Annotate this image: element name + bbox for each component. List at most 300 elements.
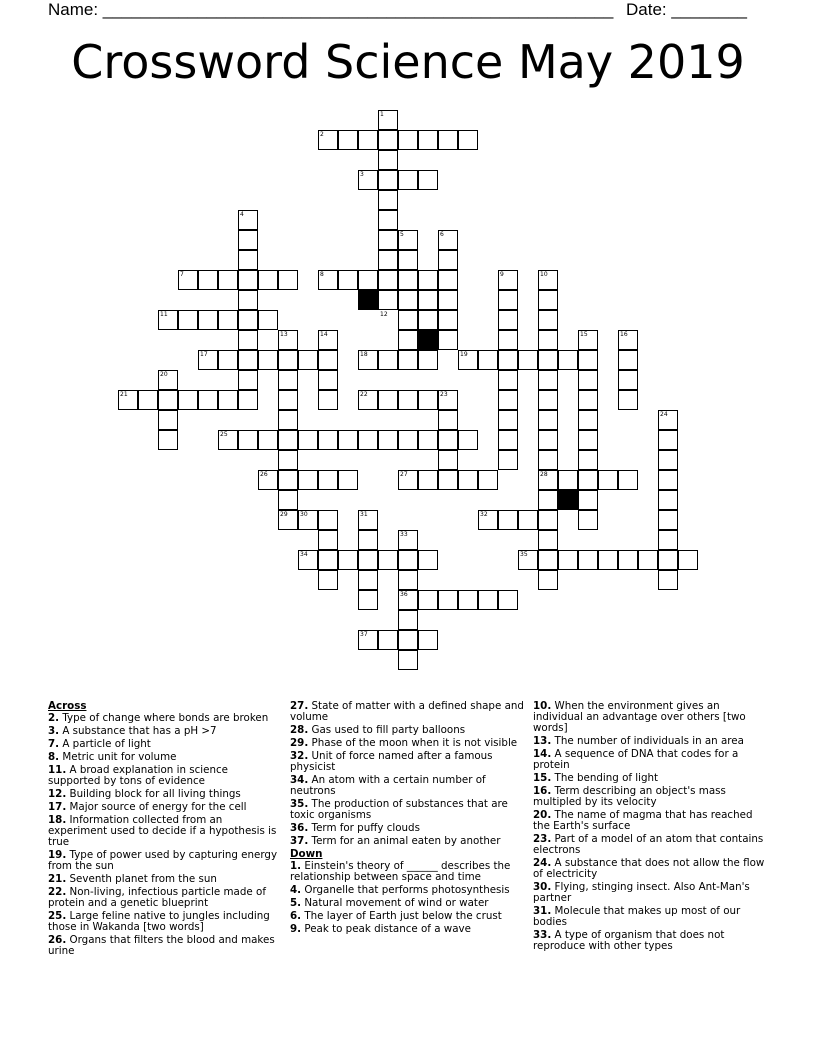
date-field-label[interactable]: Date: ________ bbox=[626, 0, 747, 19]
clue-number: 28 bbox=[540, 471, 548, 478]
name-field-label[interactable]: Name: ______________________________________________________ bbox=[48, 0, 614, 19]
clue-number: 15 bbox=[580, 331, 588, 338]
clue-number-label: 3. bbox=[48, 725, 60, 737]
grid-cell[interactable] bbox=[278, 430, 298, 450]
clue-text: Organelle that performs photosynthesis bbox=[301, 884, 510, 896]
clue-number-label: 34. bbox=[290, 774, 309, 786]
clue-text: A sequence of DNA that codes for a protein bbox=[533, 748, 739, 771]
grid-cell[interactable] bbox=[298, 430, 318, 450]
clue-text: An atom with a certain number of neutrons bbox=[290, 774, 486, 797]
grid-cell[interactable] bbox=[418, 350, 438, 370]
grid-cell[interactable] bbox=[418, 310, 438, 330]
clue-number-label: 32. bbox=[290, 750, 309, 762]
grid-cell[interactable] bbox=[358, 550, 378, 570]
grid-cell[interactable] bbox=[278, 270, 298, 290]
grid-cell[interactable] bbox=[378, 190, 398, 210]
grid-cell[interactable] bbox=[658, 490, 678, 510]
clue-number: 4 bbox=[240, 211, 244, 218]
clue-number: 36 bbox=[400, 591, 408, 598]
grid-cell[interactable] bbox=[538, 550, 558, 570]
clue-number: 25 bbox=[220, 431, 228, 438]
grid-cell[interactable] bbox=[418, 390, 438, 410]
grid-cell[interactable] bbox=[498, 410, 518, 430]
grid-cell[interactable] bbox=[478, 590, 498, 610]
grid-cell[interactable] bbox=[598, 550, 618, 570]
clue-number: 10 bbox=[540, 271, 548, 278]
grid-cell[interactable] bbox=[538, 510, 558, 530]
grid-cell[interactable] bbox=[598, 470, 618, 490]
grid-cell[interactable] bbox=[178, 310, 198, 330]
grid-cell[interactable] bbox=[278, 410, 298, 430]
grid-cell[interactable] bbox=[498, 390, 518, 410]
grid-cell[interactable] bbox=[558, 550, 578, 570]
clues-column-3 bbox=[533, 701, 768, 954]
clue-number-label: 5. bbox=[290, 897, 302, 909]
clue-text: The bending of light bbox=[551, 772, 659, 784]
clue-number-label: 30. bbox=[533, 881, 552, 893]
down-clue bbox=[290, 911, 525, 922]
grid-cell[interactable] bbox=[278, 390, 298, 410]
clue-text: The layer of Earth just below the crust bbox=[301, 910, 502, 922]
clue-number-label: 7. bbox=[48, 738, 60, 750]
clue-number-label: 21. bbox=[48, 873, 67, 885]
grid-cell[interactable] bbox=[398, 430, 418, 450]
clue-number: 16 bbox=[620, 331, 628, 338]
across-clue bbox=[48, 850, 283, 872]
grid-cell[interactable] bbox=[498, 290, 518, 310]
clue-text: A substance that does not allow the flow of electricity bbox=[533, 857, 765, 880]
grid-cell[interactable] bbox=[238, 330, 258, 350]
grid-cell[interactable] bbox=[358, 530, 378, 550]
clue-text: Gas used to fill party balloons bbox=[308, 724, 466, 736]
clue-text: Term describing an object's mass multipled by its velocity bbox=[533, 785, 726, 808]
grid-cell[interactable] bbox=[538, 450, 558, 470]
across-clue bbox=[290, 775, 525, 797]
grid-block bbox=[558, 490, 578, 510]
grid-cell[interactable] bbox=[238, 230, 258, 250]
grid-block bbox=[418, 330, 438, 350]
grid-cell[interactable] bbox=[438, 250, 458, 270]
clue-number-label: 22. bbox=[48, 886, 67, 898]
grid-cell[interactable] bbox=[438, 290, 458, 310]
down-clue bbox=[533, 749, 768, 771]
across-clue-list-2 bbox=[290, 701, 525, 847]
grid-cell[interactable] bbox=[618, 350, 638, 370]
grid-cell[interactable] bbox=[318, 570, 338, 590]
grid-cell[interactable] bbox=[518, 510, 538, 530]
grid-cell[interactable] bbox=[238, 290, 258, 310]
clue-text: Information collected from an experiment used to decide if a hypothesis is true bbox=[48, 814, 277, 848]
grid-cell[interactable] bbox=[498, 350, 518, 370]
grid-cell[interactable] bbox=[498, 590, 518, 610]
grid-cell[interactable] bbox=[618, 470, 638, 490]
clue-number-label: 8. bbox=[48, 751, 60, 763]
grid-cell[interactable] bbox=[398, 330, 418, 350]
clue-number-label: 20. bbox=[533, 809, 552, 821]
clue-number-label: 28. bbox=[290, 724, 309, 736]
grid-cell[interactable] bbox=[378, 130, 398, 150]
clue-number: 12 bbox=[380, 311, 388, 318]
grid-cell[interactable] bbox=[178, 390, 198, 410]
grid-cell[interactable] bbox=[418, 550, 438, 570]
grid-cell[interactable] bbox=[298, 470, 318, 490]
grid-cell[interactable] bbox=[398, 570, 418, 590]
across-clue bbox=[290, 738, 525, 749]
grid-cell[interactable] bbox=[358, 590, 378, 610]
grid-cell[interactable] bbox=[318, 470, 338, 490]
down-clue bbox=[533, 701, 768, 734]
clue-number: 21 bbox=[120, 391, 128, 398]
grid-cell[interactable] bbox=[238, 310, 258, 330]
grid-cell[interactable] bbox=[498, 450, 518, 470]
grid-cell[interactable] bbox=[398, 650, 418, 670]
grid-cell[interactable] bbox=[198, 310, 218, 330]
grid-cell[interactable] bbox=[438, 310, 458, 330]
grid-cell[interactable] bbox=[438, 270, 458, 290]
grid-cell[interactable] bbox=[258, 430, 278, 450]
grid-cell[interactable] bbox=[438, 410, 458, 430]
clue-number: 5 bbox=[400, 231, 404, 238]
grid-cell[interactable] bbox=[478, 470, 498, 490]
grid-cell[interactable] bbox=[338, 430, 358, 450]
grid-cell[interactable] bbox=[238, 370, 258, 390]
grid-cell[interactable] bbox=[538, 570, 558, 590]
grid-cell[interactable] bbox=[398, 610, 418, 630]
grid-cell[interactable] bbox=[258, 270, 278, 290]
grid-cell[interactable] bbox=[278, 350, 298, 370]
clue-text: When the environment gives an individual an advantage over others [two words] bbox=[533, 700, 746, 734]
grid-cell[interactable] bbox=[438, 130, 458, 150]
grid-cell[interactable] bbox=[578, 550, 598, 570]
across-clue bbox=[48, 802, 283, 813]
grid-cell[interactable] bbox=[578, 490, 598, 510]
grid-cell[interactable] bbox=[618, 550, 638, 570]
grid-cell[interactable] bbox=[538, 430, 558, 450]
clue-text: Part of a model of an atom that contains electrons bbox=[533, 833, 764, 856]
clue-text: Metric unit for volume bbox=[59, 751, 177, 763]
grid-cell[interactable] bbox=[218, 350, 238, 370]
grid-cell[interactable] bbox=[438, 430, 458, 450]
grid-cell[interactable] bbox=[618, 390, 638, 410]
clue-number-label: 35. bbox=[290, 798, 309, 810]
clue-number: 26 bbox=[260, 471, 268, 478]
clue-text: Type of change where bonds are broken bbox=[59, 712, 269, 724]
clue-number: 3 bbox=[360, 171, 364, 178]
grid-cell[interactable] bbox=[338, 550, 358, 570]
grid-cell[interactable] bbox=[218, 270, 238, 290]
grid-cell[interactable] bbox=[398, 310, 418, 330]
clue-text: State of matter with a defined shape and volume bbox=[290, 700, 524, 723]
clue-number: 8 bbox=[320, 271, 324, 278]
grid-cell[interactable] bbox=[538, 350, 558, 370]
clue-text: Type of power used by capturing energy from the sun bbox=[48, 849, 278, 872]
grid-cell[interactable] bbox=[578, 410, 598, 430]
grid-cell[interactable] bbox=[218, 390, 238, 410]
across-clue bbox=[48, 726, 283, 737]
clue-number-label: 31. bbox=[533, 905, 552, 917]
grid-cell[interactable] bbox=[378, 390, 398, 410]
down-clue bbox=[533, 858, 768, 880]
grid-cell[interactable] bbox=[318, 510, 338, 530]
clue-number: 9 bbox=[500, 271, 504, 278]
grid-cell[interactable] bbox=[578, 430, 598, 450]
clue-text: Non-living, infectious particle made of protein and a genetic blueprint bbox=[48, 886, 266, 909]
grid-cell[interactable] bbox=[458, 430, 478, 450]
grid-cell[interactable] bbox=[318, 370, 338, 390]
grid-cell[interactable] bbox=[358, 430, 378, 450]
clue-number: 24 bbox=[660, 411, 668, 418]
grid-cell[interactable] bbox=[238, 390, 258, 410]
grid-cell[interactable] bbox=[238, 250, 258, 270]
clue-number: 31 bbox=[360, 511, 368, 518]
down-clue bbox=[533, 810, 768, 832]
grid-cell[interactable] bbox=[278, 470, 298, 490]
grid-cell[interactable] bbox=[418, 270, 438, 290]
clue-number-label: 10. bbox=[533, 700, 552, 712]
grid-cell[interactable] bbox=[458, 130, 478, 150]
grid-cell[interactable] bbox=[578, 350, 598, 370]
grid-cell[interactable] bbox=[658, 510, 678, 530]
across-clue bbox=[48, 911, 283, 933]
clue-number-label: 13. bbox=[533, 735, 552, 747]
across-clue bbox=[290, 836, 525, 847]
down-clue bbox=[533, 736, 768, 747]
clue-text: Organs that filters the blood and makes urine bbox=[48, 934, 275, 957]
grid-cell[interactable] bbox=[158, 430, 178, 450]
grid-cell[interactable] bbox=[398, 390, 418, 410]
grid-cell[interactable] bbox=[158, 410, 178, 430]
grid-cell[interactable] bbox=[418, 130, 438, 150]
clue-text: Flying, stinging insect. Also Ant-Man's partner bbox=[533, 881, 750, 904]
grid-cell[interactable] bbox=[378, 550, 398, 570]
grid-cell[interactable] bbox=[198, 390, 218, 410]
grid-cell[interactable] bbox=[258, 310, 278, 330]
down-clue bbox=[533, 786, 768, 808]
clue-number-label: 14. bbox=[533, 748, 552, 760]
grid-cell[interactable] bbox=[378, 630, 398, 650]
clue-number-label: 4. bbox=[290, 884, 302, 896]
grid-cell[interactable] bbox=[418, 430, 438, 450]
grid-cell[interactable] bbox=[318, 430, 338, 450]
grid-cell[interactable] bbox=[418, 470, 438, 490]
grid-cell[interactable] bbox=[518, 350, 538, 370]
clues-column-1 bbox=[48, 701, 283, 959]
grid-cell[interactable] bbox=[398, 170, 418, 190]
clue-number-label: 33. bbox=[533, 929, 552, 941]
grid-cell[interactable] bbox=[458, 590, 478, 610]
grid-cell[interactable] bbox=[398, 550, 418, 570]
grid-cell[interactable] bbox=[578, 370, 598, 390]
grid-cell[interactable] bbox=[378, 150, 398, 170]
grid-cell[interactable] bbox=[578, 450, 598, 470]
grid-cell[interactable] bbox=[398, 290, 418, 310]
grid-cell[interactable] bbox=[418, 590, 438, 610]
clue-number: 2 bbox=[320, 131, 324, 138]
grid-cell[interactable] bbox=[678, 550, 698, 570]
grid-cell[interactable] bbox=[338, 470, 358, 490]
grid-cell[interactable] bbox=[498, 310, 518, 330]
grid-cell[interactable] bbox=[278, 370, 298, 390]
grid-cell[interactable] bbox=[278, 450, 298, 470]
grid-cell[interactable] bbox=[338, 130, 358, 150]
clue-text: A broad explanation in science supported by tons of evidence bbox=[48, 764, 228, 787]
clue-number: 18 bbox=[360, 351, 368, 358]
clue-number-label: 11. bbox=[48, 764, 67, 776]
clue-number-label: 29. bbox=[290, 737, 309, 749]
clue-number-label: 17. bbox=[48, 801, 67, 813]
grid-cell[interactable] bbox=[378, 230, 398, 250]
grid-cell[interactable] bbox=[658, 530, 678, 550]
clue-number-label: 25. bbox=[48, 910, 67, 922]
grid-cell[interactable] bbox=[418, 290, 438, 310]
grid-cell[interactable] bbox=[318, 390, 338, 410]
grid-cell[interactable] bbox=[258, 350, 278, 370]
grid-cell[interactable] bbox=[618, 370, 638, 390]
clue-text: Unit of force named after a famous physicist bbox=[290, 750, 493, 773]
across-clue bbox=[48, 713, 283, 724]
grid-cell[interactable] bbox=[438, 450, 458, 470]
grid-cell[interactable] bbox=[538, 490, 558, 510]
down-clue bbox=[533, 882, 768, 904]
clue-text: A substance that has a pH >7 bbox=[59, 725, 217, 737]
grid-cell[interactable] bbox=[398, 630, 418, 650]
grid-cell[interactable] bbox=[438, 470, 458, 490]
clue-number: 34 bbox=[300, 551, 308, 558]
grid-cell[interactable] bbox=[558, 470, 578, 490]
clue-number-label: 27. bbox=[290, 700, 309, 712]
clue-number-label: 36. bbox=[290, 822, 309, 834]
grid-cell[interactable] bbox=[378, 350, 398, 370]
clue-number-label: 6. bbox=[290, 910, 302, 922]
grid-cell[interactable] bbox=[418, 630, 438, 650]
clue-text: Building block for all living things bbox=[66, 788, 241, 800]
grid-cell[interactable] bbox=[418, 170, 438, 190]
grid-cell[interactable] bbox=[498, 430, 518, 450]
grid-cell[interactable] bbox=[378, 270, 398, 290]
grid-cell[interactable] bbox=[538, 370, 558, 390]
grid-cell[interactable] bbox=[658, 470, 678, 490]
clue-number-label: 26. bbox=[48, 934, 67, 946]
clue-number-label: 24. bbox=[533, 857, 552, 869]
grid-cell[interactable] bbox=[638, 550, 658, 570]
grid-cell[interactable] bbox=[578, 510, 598, 530]
grid-cell[interactable] bbox=[398, 250, 418, 270]
grid-cell[interactable] bbox=[478, 350, 498, 370]
grid-cell[interactable] bbox=[378, 170, 398, 190]
across-clue bbox=[290, 799, 525, 821]
grid-cell[interactable] bbox=[378, 250, 398, 270]
grid-cell[interactable] bbox=[378, 290, 398, 310]
clue-text: Peak to peak distance of a wave bbox=[301, 923, 471, 935]
clue-number: 37 bbox=[360, 631, 368, 638]
grid-cell[interactable] bbox=[558, 350, 578, 370]
across-clue bbox=[48, 935, 283, 957]
grid-cell[interactable] bbox=[538, 290, 558, 310]
grid-cell[interactable] bbox=[298, 350, 318, 370]
grid-cell[interactable] bbox=[278, 490, 298, 510]
grid-cell[interactable] bbox=[658, 430, 678, 450]
clue-text: Phase of the moon when it is not visible bbox=[308, 737, 518, 749]
grid-cell[interactable] bbox=[498, 330, 518, 350]
down-clue-list-2 bbox=[533, 701, 768, 952]
clue-number-label: 23. bbox=[533, 833, 552, 845]
grid-cell[interactable] bbox=[318, 550, 338, 570]
grid-cell[interactable] bbox=[198, 270, 218, 290]
page-title: Crossword Science May 2019 bbox=[71, 35, 745, 89]
clue-number-label: 15. bbox=[533, 772, 552, 784]
grid-cell[interactable] bbox=[218, 310, 238, 330]
down-clue-list-1 bbox=[290, 861, 525, 935]
down-clue bbox=[533, 930, 768, 952]
grid-cell[interactable] bbox=[538, 390, 558, 410]
clue-number: 32 bbox=[480, 511, 488, 518]
grid-cell[interactable] bbox=[158, 390, 178, 410]
across-clue bbox=[48, 752, 283, 763]
grid-cell[interactable] bbox=[318, 530, 338, 550]
across-heading: Across bbox=[48, 700, 87, 712]
down-clue bbox=[290, 885, 525, 896]
grid-cell[interactable] bbox=[318, 350, 338, 370]
down-clue bbox=[533, 834, 768, 856]
grid-cell[interactable] bbox=[498, 510, 518, 530]
grid-cell[interactable] bbox=[578, 390, 598, 410]
grid-cell[interactable] bbox=[358, 570, 378, 590]
grid-cell[interactable] bbox=[398, 270, 418, 290]
grid-cell[interactable] bbox=[658, 550, 678, 570]
clue-text: Major source of energy for the cell bbox=[66, 801, 247, 813]
clue-text: The name of magma that has reached the Earth's surface bbox=[533, 809, 753, 832]
clue-number: 30 bbox=[300, 511, 308, 518]
grid-cell[interactable] bbox=[378, 430, 398, 450]
clue-number-label: 19. bbox=[48, 849, 67, 861]
grid-cell[interactable] bbox=[238, 430, 258, 450]
grid-cell[interactable] bbox=[578, 470, 598, 490]
clue-number: 1 bbox=[380, 111, 384, 118]
grid-cell[interactable] bbox=[658, 570, 678, 590]
grid-cell[interactable] bbox=[238, 350, 258, 370]
grid-cell[interactable] bbox=[538, 310, 558, 330]
grid-cell[interactable] bbox=[338, 270, 358, 290]
down-clue bbox=[290, 861, 525, 883]
grid-cell[interactable] bbox=[438, 330, 458, 350]
across-clue bbox=[48, 815, 283, 848]
grid-cell[interactable] bbox=[458, 470, 478, 490]
grid-cell[interactable] bbox=[498, 370, 518, 390]
grid-cell[interactable] bbox=[138, 390, 158, 410]
grid-cell[interactable] bbox=[538, 410, 558, 430]
across-clue bbox=[290, 701, 525, 723]
across-clue bbox=[290, 751, 525, 773]
grid-cell[interactable] bbox=[438, 590, 458, 610]
grid-cell[interactable] bbox=[358, 130, 378, 150]
grid-cell[interactable] bbox=[538, 530, 558, 550]
clue-text: A type of organism that does not reproduce with other types bbox=[533, 929, 725, 952]
grid-cell[interactable] bbox=[238, 270, 258, 290]
clue-number: 22 bbox=[360, 391, 368, 398]
clue-number: 7 bbox=[180, 271, 184, 278]
grid-cell[interactable] bbox=[398, 350, 418, 370]
grid-cell[interactable] bbox=[398, 130, 418, 150]
grid-cell[interactable] bbox=[378, 210, 398, 230]
clue-number: 17 bbox=[200, 351, 208, 358]
clue-number: 13 bbox=[280, 331, 288, 338]
grid-cell[interactable] bbox=[658, 450, 678, 470]
clue-text: Large feline native to jungles including those in Wakanda [two words] bbox=[48, 910, 270, 933]
grid-cell[interactable] bbox=[358, 270, 378, 290]
grid-cell[interactable] bbox=[538, 330, 558, 350]
down-clue bbox=[533, 906, 768, 928]
across-clue bbox=[48, 789, 283, 800]
